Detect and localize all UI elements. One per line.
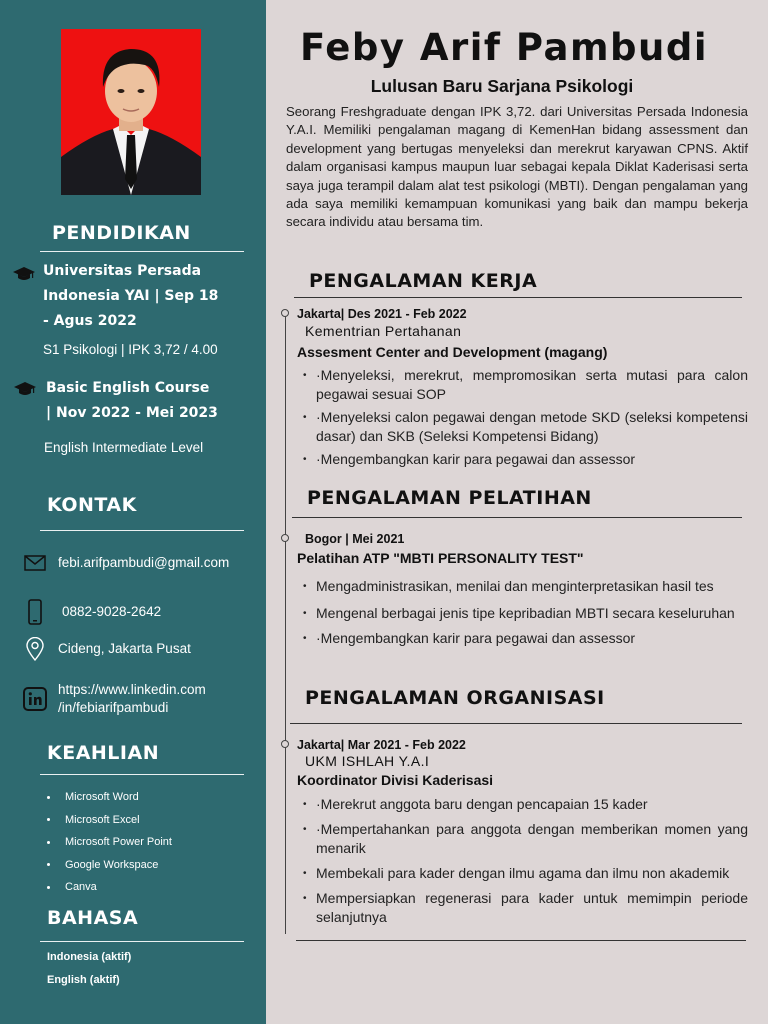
linkedin-link[interactable] [58,681,206,717]
education-title-line: | Nov 2022 - Mei 2023 [46,405,218,421]
list-item: • ·Mempertahankan para anggota dengan memberikan momen yang menarik [300,820,748,858]
list-item: • Mengadministrasikan, menilai dan menginterpretasikan hasil tes [300,577,748,596]
timeline-dot [281,740,289,748]
list-item: • ·Menyeleksi calon pegawai dengan metode SKD (seleksi kompetensi dasar) dan SKB (Seleksi Kompetensi Bidang) [300,408,748,446]
candidate-name: Feby Arif Pambudi [299,26,709,69]
education-detail: English Intermediate Level [44,440,204,455]
organization-bullets [300,795,748,927]
skills-heading: KEAHLIAN [47,742,160,764]
phone-icon [22,599,48,625]
timeline-dot [281,534,289,542]
contact-linkedin[interactable] [22,681,206,717]
graduation-cap-icon [13,267,35,281]
list-item: • Mengenal berbagai jenis tipe kepribadian MBTI secara keseluruhan [300,604,748,623]
timeline-dot [281,309,289,317]
list-item: • ·Mengembangkan karir para pegawai dan assessor [300,450,748,469]
organization-heading: PENGALAMAN ORGANISASI [305,687,605,709]
list-item: • Mempersiapkan regenerasi para kader untuk memimpin periode selanjutnya [300,889,748,927]
linkedin-icon [22,686,48,712]
training-divider [292,517,742,518]
languages-heading: BAHASA [47,907,139,929]
email-text[interactable]: febi.arifpambudi@gmail.com [58,555,230,570]
education-title-line: Indonesia YAI | Sep 18 [43,288,219,304]
graduation-cap-icon [14,382,36,396]
location-pin-icon [22,636,48,662]
education-detail: S1 Psikologi | IPK 3,72 / 4.00 [43,342,218,357]
work-bullets [300,366,748,469]
contact-divider [40,530,244,531]
skill-item: Microsoft Word [47,786,172,809]
training-date: Bogor | Mei 2021 [305,532,405,546]
skills-list [47,786,172,899]
skill-item: Microsoft Excel [47,809,172,832]
organization-role: Koordinator Divisi Kaderisasi [297,772,494,788]
candidate-subtitle: Lulusan Baru Sarjana Psikologi [370,76,634,96]
contact-heading: KONTAK [47,494,137,516]
linkedin-url-line[interactable]: /in/febiarifpambudi [58,700,169,715]
contact-email[interactable] [22,550,229,576]
list-item: • Membekali para kader dengan ilmu agama dan ilmu non akademik [300,864,748,883]
skill-item: Microsoft Power Point [47,831,172,854]
training-role: Pelatihan ATP "MBTI PERSONALITY TEST" [297,550,584,566]
education-title-line: Universitas Persada [43,263,202,279]
list-item: • ·Mengembangkan karir para pegawai dan assessor [300,629,748,648]
work-role: Assesment Center and Development (magang) [297,344,608,360]
profile-photo [61,29,201,195]
education-title-line: - Agus 2022 [43,313,137,329]
contact-phone[interactable] [22,599,161,625]
training-heading: PENGALAMAN PELATIHAN [307,487,592,509]
list-item: • ·Menyeleksi, merekrut, mempromosikan serta mutasi para calon pegawai sesuai SOP [300,366,748,404]
location-text: Cideng, Jakarta Pusat [58,641,191,656]
organization-date: Jakarta| Mar 2021 - Feb 2022 [297,738,466,752]
phone-text[interactable]: 0882-9028-2642 [62,604,162,619]
work-divider [294,297,742,298]
education-heading: PENDIDIKAN [52,222,191,244]
bottom-divider [296,940,746,941]
education-title-line: Basic English Course [46,380,210,396]
sidebar [0,0,266,1024]
contact-location [22,636,191,662]
language-item: Indonesia (aktif) [47,951,132,963]
organization-name: UKM ISHLAH Y.A.I [305,753,430,769]
linkedin-url-line[interactable]: https://www.linkedin.com [58,682,206,697]
education-item-english-course [46,376,218,426]
profile-summary: Seorang Freshgraduate dengan IPK 3,72. dari Universitas Persada Indonesia Y.A.I. Memiliki pengalaman magang di KemenHan bidang assessment dan development yang bertugas menyeleksi dan merekrut karyawan CPNS. Aktif dalam organisasi kampus maupun luar sebagai kepala Diklat Kaderisasi serta saya juga terampil dalam alat test psikologi (MBTI). Dengan pengalaman yang ada saya memiliki kemampuan komunikasi yang baik dan mampu bekerja secara individu atau bersama tim. [286,104,748,230]
languages-divider [40,941,244,942]
mail-icon [22,550,48,576]
skills-divider [40,774,244,775]
work-date: Jakarta| Des 2021 - Feb 2022 [297,307,467,321]
skill-item: Canva [47,876,172,899]
list-item: • ·Merekrut anggota baru dengan pencapaian 15 kader [300,795,748,814]
language-item: English (aktif) [47,974,120,986]
work-organization: Kementrian Pertahanan [305,323,462,339]
training-bullets [300,577,748,648]
education-item-university [43,259,218,334]
timeline-line [285,313,286,934]
skill-item: Google Workspace [47,854,172,877]
work-heading: PENGALAMAN KERJA [309,270,538,292]
education-divider [40,251,244,252]
organization-divider [290,723,742,724]
